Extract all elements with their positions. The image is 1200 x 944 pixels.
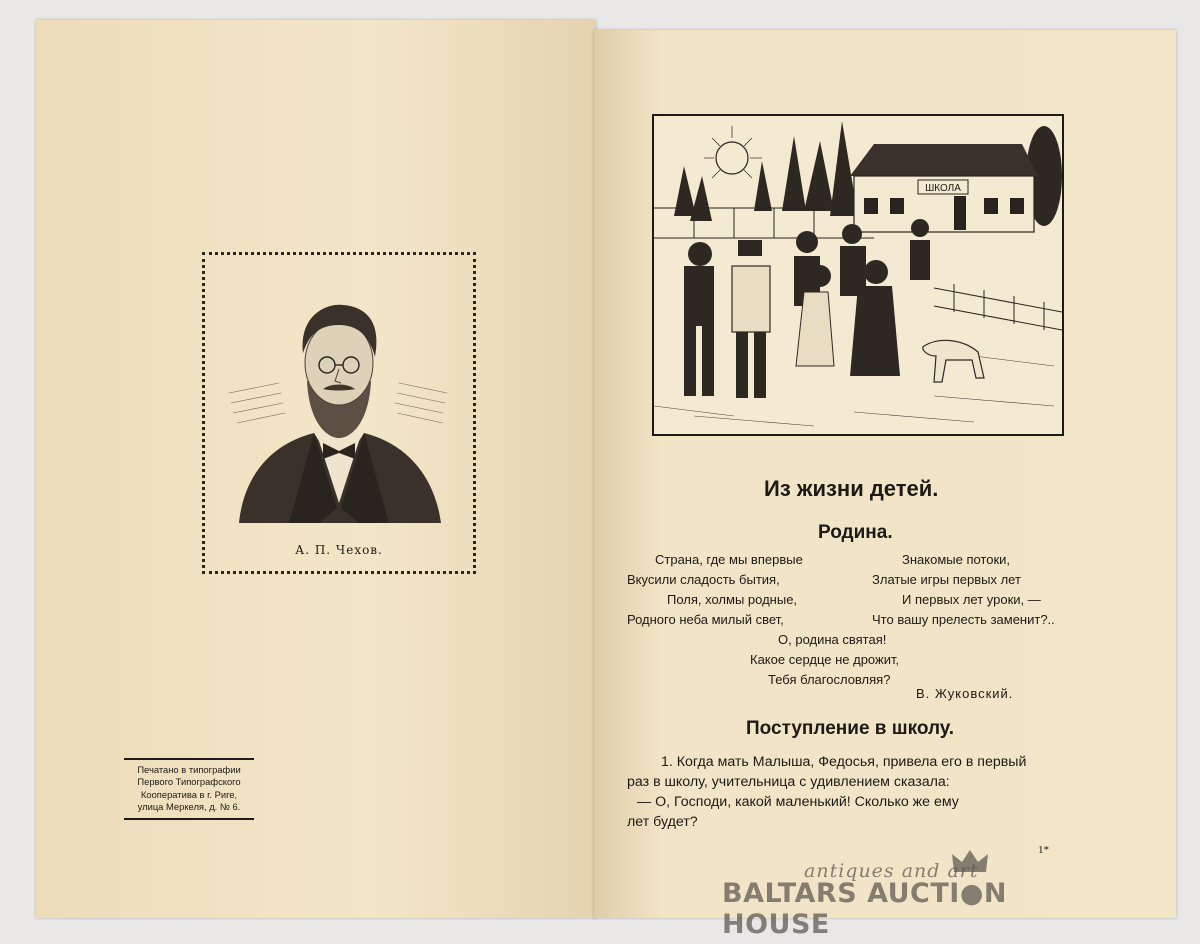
poem-author: В. Жуковский. [916, 686, 1014, 701]
page-number: 1* [1038, 844, 1049, 856]
portrait-frame [202, 252, 476, 574]
right-page [594, 30, 1176, 918]
poem-line: Родного неба милый свет, [627, 612, 784, 627]
story-line: 1. Когда мать Малыша, Федосья, привела его в первый [661, 754, 1027, 770]
school-scene-drawing [654, 116, 1062, 434]
poem-line: О, родина святая! [778, 632, 887, 647]
poem-right-column [872, 550, 1055, 630]
poem-line: И первых лет уроки, — [902, 592, 1041, 607]
imprint-line: Первого Типографского [137, 776, 241, 788]
poem-line: Поля, холмы родные, [667, 592, 798, 607]
portrait-caption: А. П. Чехов. [295, 543, 383, 557]
imprint-box [124, 758, 254, 820]
poem-line: Какое сердце не дрожит, [750, 652, 900, 667]
school-illustration [652, 114, 1064, 436]
left-page [36, 20, 596, 918]
poem-center-stanza [750, 630, 899, 690]
watermark-tagline: antiques and art [804, 860, 979, 882]
section-title: Из жизни детей. [764, 476, 939, 501]
story-line: лет будет? [627, 814, 698, 830]
story-line: — О, Господи, какой маленький! Сколько же ему [637, 794, 959, 810]
poem-line: Вкусили сладость бытия, [627, 572, 780, 587]
poem-line: Страна, где мы впервые [655, 552, 803, 567]
auction-watermark [722, 856, 1122, 940]
imprint-line: улица Меркеля, д. № 6. [137, 801, 241, 813]
imprint-line: Печатано в типографии [137, 764, 241, 775]
poem-line: Знакомые потоки, [902, 552, 1011, 567]
poem-left-column [627, 550, 803, 630]
poem-title: Родина. [818, 522, 893, 543]
imprint-line: Кооператива в г. Риге, [140, 788, 238, 800]
story-text [627, 752, 1026, 832]
school-sign: ШКОЛА [925, 183, 961, 194]
poem-line: Тебя благословляя? [768, 672, 891, 687]
story-title: Поступление в школу. [746, 718, 954, 739]
story-line: раз в школу, учительница с удивлением сказала: [627, 774, 950, 790]
poem-line: Златые игры первых лет [872, 572, 1021, 587]
watermark-name: BALTARS AUCTI●N HOUSE [722, 878, 1007, 940]
portrait-engraving [219, 273, 459, 523]
poem-line: Что вашу прелесть заменит?.. [872, 612, 1055, 627]
